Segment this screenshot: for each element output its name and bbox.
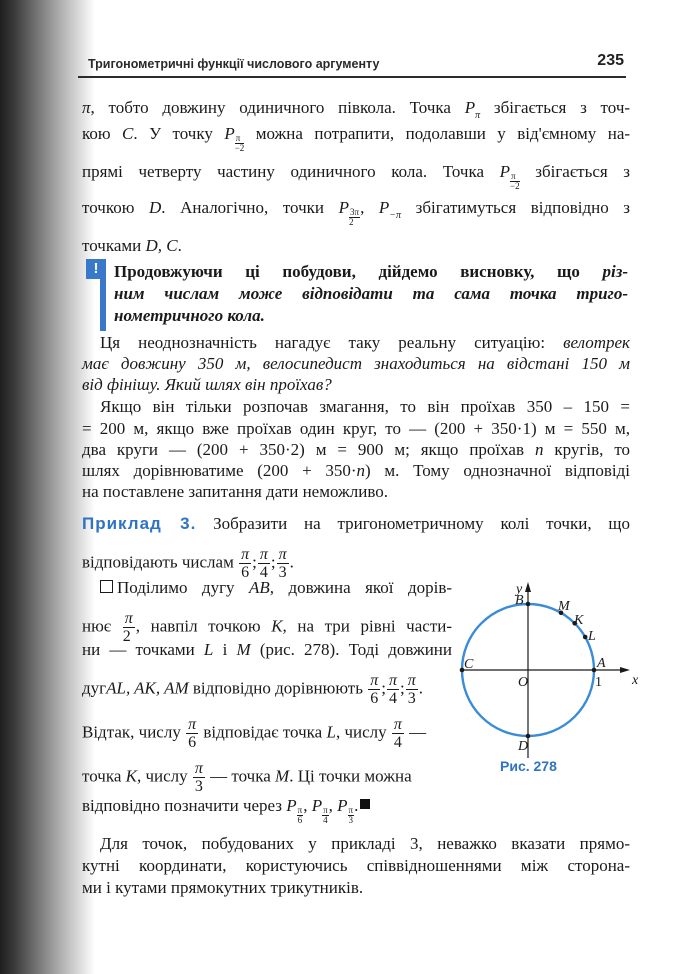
pi-symbol: π <box>82 98 91 117</box>
text: кою <box>82 124 111 143</box>
point-l-dot <box>583 635 588 640</box>
text: . Аналогічно, точки <box>161 198 325 217</box>
fraction-pi-3: $\frac{\pi}{3}$ <box>194 760 203 795</box>
solution-line-2: нює $\frac{\pi}{2}$ , навпіл точкою K, на три рівні части- <box>82 610 453 645</box>
running-header <box>78 52 626 78</box>
point-p: P <box>338 198 350 217</box>
point-p: P <box>378 198 390 217</box>
label-k: K <box>574 613 584 628</box>
p1-line-5: точками D, C. <box>82 236 182 255</box>
p1-line-2 <box>82 124 630 153</box>
p1-line-4: точкою D. Аналогічно, точки P $\frac{3\pi}{2}$, $P_{-\pi}$ збігатимуться відповідно з <box>82 198 631 227</box>
p3-line-1: Якщо він тільки розпочав змагання, то він проїхав 350 – 150 = <box>100 397 630 416</box>
notice-line-3: нометричного кола. <box>114 306 265 325</box>
solution-line-6: точка K, числу $\frac{\pi}{3}$ — точка M. Ці точки можна <box>82 760 412 795</box>
x-axis-arrow-icon <box>620 667 630 673</box>
fraction-pi-4: $\frac{\pi}{4}$ <box>259 546 268 581</box>
label-y: y <box>516 582 523 597</box>
running-header-title: Тригонометричні функції числового аргументу <box>88 57 380 71</box>
page-number: 235 <box>597 52 624 69</box>
fraction-pi-4: $\frac{\pi}{4}$ <box>393 716 402 751</box>
example-title: Приклад 3. <box>82 514 197 533</box>
fraction-pi-6: $\frac{\pi}{6}$ <box>188 716 197 751</box>
label-one: 1 <box>595 675 602 690</box>
p4-line-1: Для точок, побудованих у прикладі 3, неважко вказати прямо- <box>100 834 630 853</box>
p3-line-5: на поставлене запитання дати неможливо. <box>82 482 389 501</box>
notice-line-2: ним числам може відповідати та сама точка триго- <box>114 284 628 303</box>
label-o: O <box>518 675 529 690</box>
text: збігається з <box>535 162 631 181</box>
proof-start-square-icon <box>100 580 113 593</box>
p1-line-1 <box>82 98 630 126</box>
subscript-fraction: $\frac{\pi}{-2}$ <box>234 133 245 153</box>
p4-line-3: ми і кутами прямокутних трикутників. <box>82 878 364 897</box>
notice-bar <box>100 279 106 331</box>
text: точкою <box>82 198 135 217</box>
text: . У точку <box>133 124 213 143</box>
p3-line-4: шлях дорівнюватиме (200 + 350·n) м. Тому однозначної відповіді <box>82 461 630 480</box>
example-line-1: Приклад 3. Зобразити на тригонометричному колі точки, що <box>82 514 631 533</box>
fraction-pi-6: $\frac{\pi}{6}$ <box>370 672 379 707</box>
subscript-fraction: $\frac{\pi}{-2}$ <box>510 171 520 191</box>
figure-caption: Рис. 278 <box>500 758 557 774</box>
solution-line-4: дугAL, AK, AM відповідно дорівнюють $\frac{\pi}{6}$ ; $\frac{\pi}{4}$ ; $\frac{\pi}{3}$ . <box>82 672 423 707</box>
p2-line-3: від фінішу. Який шлях він проїхав? <box>82 375 332 394</box>
example-line-2: відповідають числам $\frac{\pi}{6}$ ; $\frac{\pi}{4}$ ; $\frac{\pi}{3}$ . <box>82 546 294 581</box>
label-x: x <box>632 673 639 688</box>
p3-line-3: два круги — (200 + 350·2) м = 900 м; якщо проїхав n кругів, то <box>82 440 631 459</box>
solution-line-1: Поділимо дугу AB, довжина якої дорів- <box>100 578 452 598</box>
point-c: C <box>122 124 134 143</box>
label-m: M <box>558 599 570 614</box>
point-d: D <box>149 198 162 217</box>
p2-line-1: Ця неоднозначність нагадує таку реальну ситуацію: велотрек <box>100 333 631 352</box>
text: збігається з точ- <box>493 98 631 117</box>
solution-line-5: Відтак, числу $\frac{\pi}{6}$ відповідає точка L, числу $\frac{\pi}{4}$ — <box>82 716 427 751</box>
page-gutter-shadow <box>0 0 95 974</box>
exclamation-icon: ! <box>86 259 106 279</box>
p4-line-2: кутні координати, користуючись співвідношеннями між сторона- <box>82 856 630 875</box>
unit-circle-figure <box>452 578 642 778</box>
fraction-pi-3: $\frac{\pi}{3}$ <box>278 546 287 581</box>
notice-line-1: Продовжуючи ці побудови, дійдемо висновку, що різ- <box>114 262 629 281</box>
subscript: π <box>475 110 481 121</box>
label-l: L <box>588 629 596 644</box>
fraction-pi-2: $\frac{\pi}{2}$ <box>122 610 133 645</box>
point-p: P <box>224 124 235 143</box>
point-a-dot <box>592 668 597 673</box>
text: збігатимуться відповідно з <box>415 198 631 217</box>
solution-line-3: ни — точками L і M (рис. 278). Тоді довжини <box>82 640 452 659</box>
fraction-pi-4: $\frac{\pi}{4}$ <box>388 672 397 707</box>
y-axis-arrow-icon <box>525 582 531 592</box>
subscript: −π <box>389 210 402 221</box>
subscript-fraction: $\frac{3\pi}{2}$ <box>349 207 360 227</box>
text: точками <box>82 236 142 255</box>
label-a: A <box>597 656 606 671</box>
label-c: C <box>464 657 474 672</box>
text: , тобто довжину одиничного півкола. Точка <box>90 98 451 117</box>
fraction-pi-6: $\frac{\pi}{6}$ <box>241 546 250 581</box>
p3-line-2: = 200 м, якщо вже проїхав один круг, то — (200 + 350·1) м = 550 м, <box>82 419 630 438</box>
p2-line-2: має довжину 350 м, велосипедист знаходиться на відстані 150 м <box>82 354 630 373</box>
point-p: P <box>464 98 476 117</box>
point-p: P <box>499 162 511 181</box>
proof-end-square-icon <box>360 799 370 809</box>
text: можна потрапити, подолавши у від'ємному на- <box>255 124 631 143</box>
text: прямі четверту частину одиничного кола. Точка <box>82 162 485 181</box>
solution-line-7: відповідно позначити через P $\frac{\pi}{6}$, P $\frac{\pi}{4}$, P $\frac{\pi}{3}$. <box>82 796 452 825</box>
points-dc: D, C <box>145 236 178 255</box>
p1-line-3 <box>82 162 630 191</box>
label-b: B <box>515 593 524 608</box>
label-d: D <box>518 739 529 754</box>
point-d-dot <box>526 734 531 739</box>
fraction-pi-3: $\frac{\pi}{3}$ <box>407 672 416 707</box>
point-b-dot <box>526 602 531 607</box>
